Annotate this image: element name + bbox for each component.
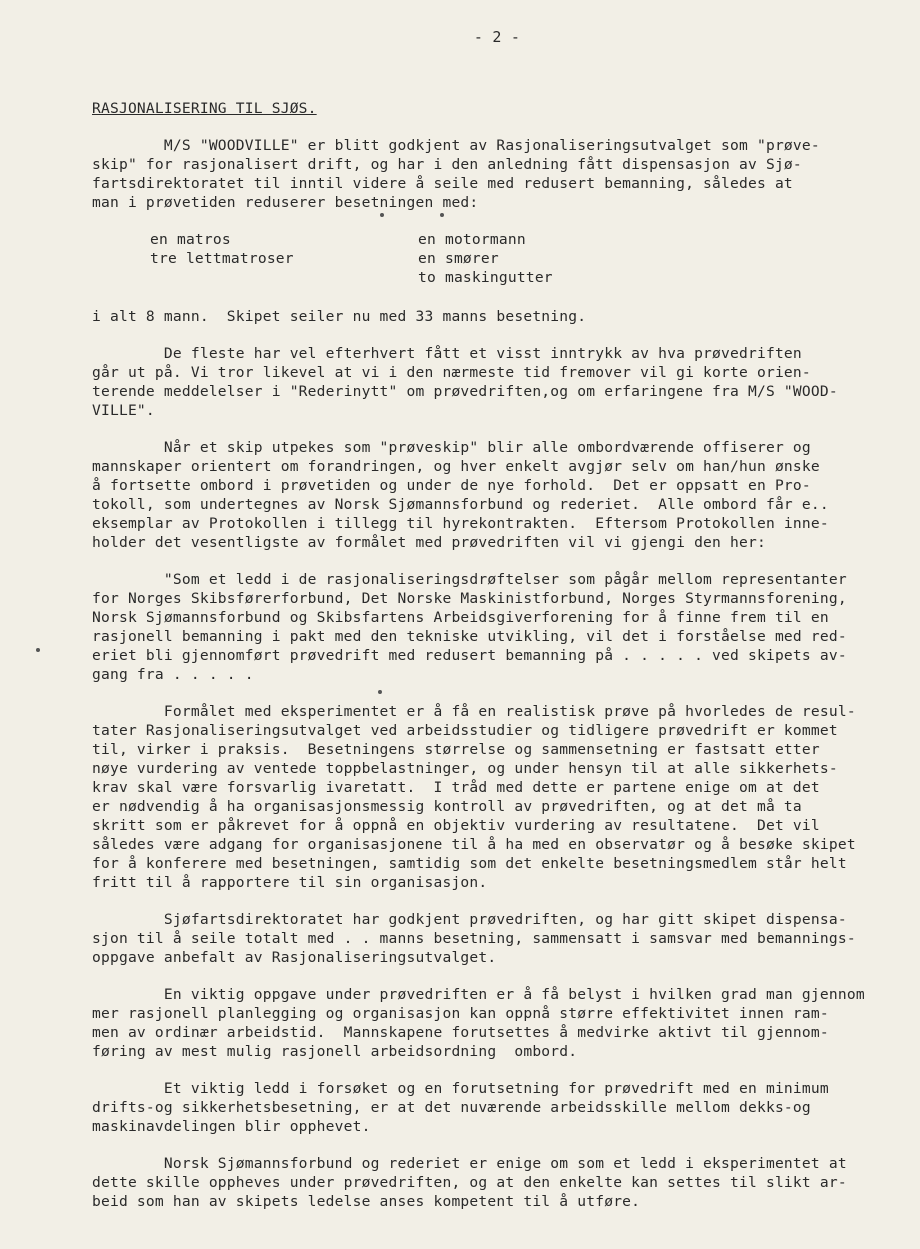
crew-right-1: en motormann (418, 231, 526, 248)
crew-right-2: en smører (418, 250, 499, 267)
section-heading: RASJONALISERING TIL SJØS. (92, 100, 317, 117)
crew-left-2: tre lettmatroser (150, 250, 294, 267)
crew-right-3: to maskingutter (418, 269, 553, 286)
protocol-quote-5: Et viktig ledd i forsøket og en forutsetning for prøvedrift med en minimum drifts-og sikkerhetsbesetning, er at det nuværende arbeidsskille mellom dekks-og maskinavdelingen blir opphevet. (92, 1080, 829, 1135)
protocol-quote-6: Norsk Sjømannsforbund og rederiet er enige om som et ledd i eksperimentet at dette skille oppheves under prøvedriften, og at den enkelte kan settes til slikt ar- beid som han av skipets ledelse anses kompetent til å utføre. (92, 1155, 847, 1210)
ink-speck (440, 213, 444, 217)
ink-speck (378, 690, 382, 694)
crew-reduction-list (150, 230, 902, 287)
paragraph-1: De fleste har vel efterhvert fått et visst inntrykk av hva prøvedriften går ut på. Vi tror likevel at vi i den nærmeste tid fremover vil gi korte orien- terende meddelelser i "Rederinytt" om prøvedriften,og om erfaringene fra M/S "WOOD- VILLE". (92, 345, 838, 419)
crew-left-1: en matros (150, 231, 231, 248)
protocol-quote-1: "Som et ledd i de rasjonaliseringsdrøftelser som pågår mellom representanter for Norges Skibsførerforbund, Det Norske Maskinistforbund, Norges Styrmannsforening, Norsk Sjømannsforbund og Skibsfartens Arbeidsgiverforening for å finne frem til en rasjonell bemanning i pakt med den tekniske utvikling, vil det i forståelse med red- eriet bli gjennomført prøvedrift med redusert bemanning på . . . . . ved skipets av- gang fra . . . . . (92, 571, 847, 683)
ink-speck (380, 213, 384, 217)
protocol-quote-4: En viktig oppgave under prøvedriften er å få belyst i hvilken grad man gjennom mer rasjonell planlegging og organisasjon kan oppnå større effektivitet innen ram- men av ordinær arbeidstid. Mannskapene forutsettes å medvirke aktivt til gjennom- føring av mest mulig rasjonell arbeidsordning ombord. (92, 986, 865, 1060)
page-number: - 2 - (473, 28, 521, 46)
protocol-quote-2: Formålet med eksperimentet er å få en realistisk prøve på hvorledes de resul- tater Rasjonaliseringsutvalget ved arbeidsstudier og tidligere prøvedrift er kommet til, virker i praksis. Besetningens størrelse og sammensetning er fastsatt etter nøye vurdering av ventede toppbelastninger, og under hensyn til at alle sikkerhets- krav skal være forsvarlig ivaretatt. I tråd med dette er partene enige om at det er nødvendig å ha organisasjonsmessig kontroll av prøvedriften, og at det må ta skritt som er påkrevet for å oppnå en objektiv vurdering av resultatene. Det vil således være adgang for organisasjonene til å ha med en observatør og å besøke skipet for å konferere med besetningen, samtidig som det enkelte besetningsmedlem står helt fritt til å rapportere til sin organisasjon. (92, 703, 856, 891)
total-line: i alt 8 mann. Skipet seiler nu med 33 manns besetning. (92, 308, 587, 325)
intro-paragraph: M/S "WOODVILLE" er blitt godkjent av Rasjonaliseringsutvalget som "prøve- skip" for rasjonalisert drift, og har i den anledning fått dispensasjon av Sjø- fartsdirektoratet til inntil videre å seile med redusert bemanning, således at man i prøvetiden reduserer besetningen med: (92, 137, 820, 211)
crew-left-3 (150, 268, 418, 287)
paragraph-2: Når et skip utpekes som "prøveskip" blir alle ombordværende offiserer og mannskaper orientert om forandringen, og hver enkelt avgjør selv om han/hun ønske å fortsette ombord i prøvetiden og under de nye forhold. Det er oppsatt en Pro- tokoll, som undertegnes av Norsk Sjømannsforbund og rederiet. Alle ombord får e.. eksemplar av Protokollen i tillegg til hyrekontrakten. Eftersom Protokollen inne- holder det vesentligste av formålet med prøvedriften vil vi gjengi den her: (92, 439, 829, 551)
ink-speck (36, 648, 40, 652)
protocol-quote-3: Sjøfartsdirektoratet har godkjent prøvedriften, og har gitt skipet dispensa- sjon til å seile totalt med . . manns besetning, sammensatt i samsvar med bemannings- oppgave anbefalt av Rasjonaliseringsutvalget. (92, 911, 856, 966)
